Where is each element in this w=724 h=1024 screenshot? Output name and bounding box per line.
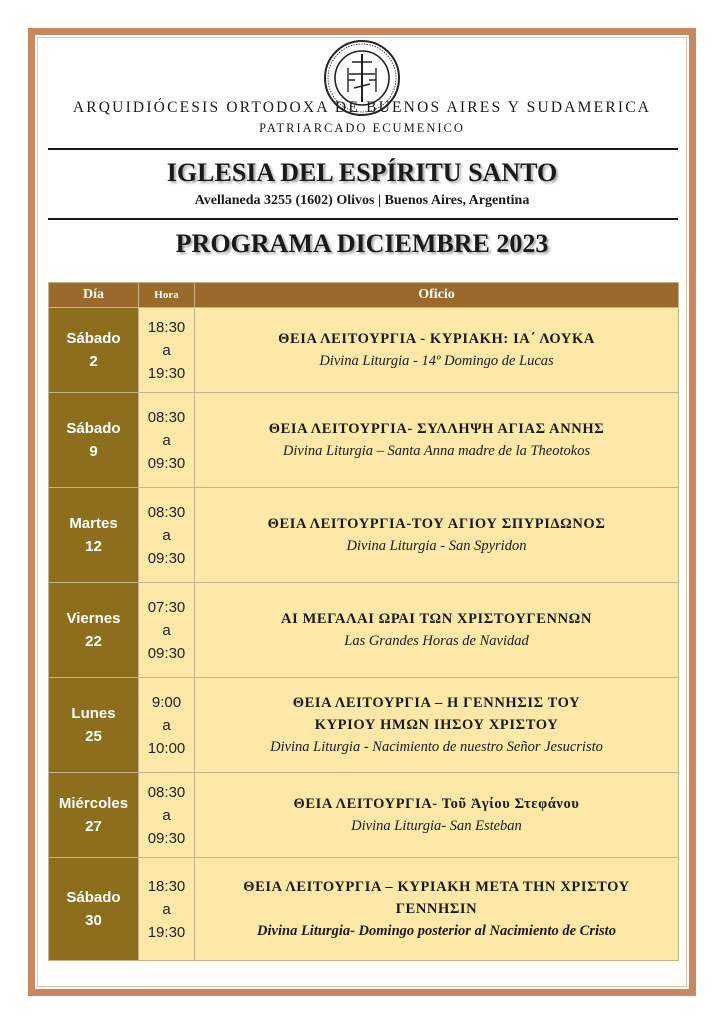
- table-row: [49, 583, 679, 678]
- office-cell: [195, 308, 679, 393]
- time-separator: a: [162, 341, 171, 359]
- office-cell: [195, 678, 679, 773]
- time-cell: [139, 308, 195, 393]
- office-greek-line2: ΚΥΡΙΟΥ ΗΜΩΝ ΙΗΣΟΥ ΧΡΙΣΤΟΥ: [314, 717, 559, 733]
- day-cell: [49, 858, 139, 961]
- time-separator: a: [162, 526, 171, 544]
- day-name: Sábado: [66, 889, 121, 906]
- day-name: Sábado: [66, 420, 121, 437]
- end-time: 09:30: [147, 549, 186, 567]
- start-time: 18:30: [147, 877, 186, 895]
- program-title: PROGRAMA DICIEMBRE 2023: [175, 229, 549, 258]
- day-name: Sábado: [66, 330, 121, 347]
- end-time: 09:30: [147, 644, 186, 662]
- day-date: 9: [89, 443, 98, 460]
- table-row: [49, 678, 679, 773]
- start-time: 18:30: [147, 318, 186, 336]
- end-time: 09:30: [147, 454, 186, 472]
- start-time: 9:00: [151, 693, 182, 711]
- time-cell: [139, 488, 195, 583]
- office-spanish: Divina Liturgia - 14º Domingo de Lucas: [319, 353, 554, 369]
- time-separator: a: [162, 806, 171, 824]
- start-time: 08:30: [147, 408, 186, 426]
- office-spanish: Divina Liturgia - Nacimiento de nuestro Señor Jesucristo: [270, 739, 603, 755]
- start-time: 07:30: [147, 598, 186, 616]
- time-separator: a: [162, 900, 171, 918]
- day-name: Martes: [69, 515, 118, 532]
- day-date: 25: [85, 728, 102, 745]
- time-cell: [139, 583, 195, 678]
- header-day: Día: [49, 283, 139, 308]
- day-cell: [49, 308, 139, 393]
- day-date: 22: [85, 633, 102, 650]
- day-cell: [49, 773, 139, 858]
- table-row: [49, 308, 679, 393]
- office-greek: ΘΕΙΑ ΛΕΙΤΟΥΡΓΙΑ – ΚΥΡΙΑΚΗ ΜΕΤΑ ΤΗΝ ΧΡΙΣΤΟΥ: [243, 879, 630, 895]
- time-separator: a: [162, 431, 171, 449]
- table-header-row: [49, 283, 679, 308]
- table-row: [49, 488, 679, 583]
- day-cell: [49, 488, 139, 583]
- office-cell: [195, 488, 679, 583]
- day-date: 2: [89, 353, 98, 370]
- office-spanish: Divina Liturgia- Domingo posterior al Nacimiento de Cristo: [257, 923, 616, 939]
- office-cell: [195, 583, 679, 678]
- end-time: 10:00: [147, 739, 186, 757]
- time-cell: [139, 678, 195, 773]
- day-cell: [49, 678, 139, 773]
- header-time: Hora: [139, 283, 195, 308]
- divider: [48, 148, 678, 150]
- divider: [48, 218, 678, 220]
- archdiocese-name: ARQUIDIÓCESIS ORTODOXA DE BUENOS AIRES Y SUDAMERICA: [72, 99, 652, 116]
- time-separator: a: [162, 716, 171, 734]
- day-cell: [49, 393, 139, 488]
- day-name: Lunes: [71, 705, 116, 722]
- office-greek: ΘΕΙΑ ΛΕΙΤΟΥΡΓΙΑ - ΚΥΡΙΑΚΗ: ΙΑ΄ ΛΟΥΚΑ: [278, 331, 595, 347]
- church-name: IGLESIA DEL ESPÍRITU SANTO: [166, 158, 558, 187]
- day-cell: [49, 583, 139, 678]
- office-spanish: Las Grandes Horas de Navidad: [344, 633, 529, 649]
- end-time: 09:30: [147, 829, 186, 847]
- office-spanish: Divina Liturgia - San Spyridon: [346, 538, 527, 554]
- office-spanish: Divina Liturgia – Santa Anna madre de la Theotokos: [282, 443, 591, 459]
- table-row: [49, 393, 679, 488]
- church-address: Avellaneda 3255 (1602) Olivos | Buenos Aires, Argentina: [194, 193, 530, 208]
- end-time: 19:30: [147, 364, 186, 382]
- time-separator: a: [162, 621, 171, 639]
- day-name: Miércoles: [58, 795, 129, 812]
- office-spanish: Divina Liturgia- San Esteban: [351, 818, 522, 834]
- end-time: 19:30: [147, 923, 186, 941]
- table-row: [49, 773, 679, 858]
- start-time: 08:30: [147, 503, 186, 521]
- time-cell: [139, 393, 195, 488]
- time-cell: [139, 773, 195, 858]
- day-name: Viernes: [66, 610, 121, 627]
- header-office: Oficio: [195, 283, 679, 308]
- day-date: 27: [85, 818, 102, 835]
- office-greek: ΘΕΙΑ ΛΕΙΤΟΥΡΓΙΑ – Η ΓΕΝΝΗΣΙΣ ΤΟΥ: [292, 695, 581, 711]
- time-cell: [139, 858, 195, 961]
- office-cell: [195, 393, 679, 488]
- office-greek: ΘΕΙΑ ΛΕΙΤΟΥΡΓΙΑ- Τοῦ Ἁγίου Στεφάνου: [293, 796, 580, 812]
- office-greek: ΘΕΙΑ ΛΕΙΤΟΥΡΓΙΑ-ΤΟΥ ΑΓΙΟΥ ΣΠΥΡΙΔΩΝΟΣ: [267, 516, 606, 532]
- table-row: [49, 858, 679, 961]
- patriarchate-name: PATRIARCADO ECUMENICO: [259, 121, 465, 135]
- start-time: 08:30: [147, 783, 186, 801]
- office-greek: ΑΙ ΜΕΓΑΛΑΙ ΩΡΑΙ ΤΩΝ ΧΡΙΣΤΟΥΓΕΝΝΩΝ: [281, 611, 592, 627]
- day-date: 30: [85, 912, 102, 929]
- day-date: 12: [85, 538, 102, 555]
- schedule-table: [48, 282, 679, 961]
- office-cell: [195, 773, 679, 858]
- office-greek: ΘΕΙΑ ΛΕΙΤΟΥΡΓΙΑ- ΣΥΛΛΗΨΗ ΑΓΙΑΣ ΑΝΝΗΣ: [268, 421, 605, 437]
- office-greek-line2: ΓΕΝΝΗΣΙΝ: [395, 901, 478, 917]
- office-cell: [195, 858, 679, 961]
